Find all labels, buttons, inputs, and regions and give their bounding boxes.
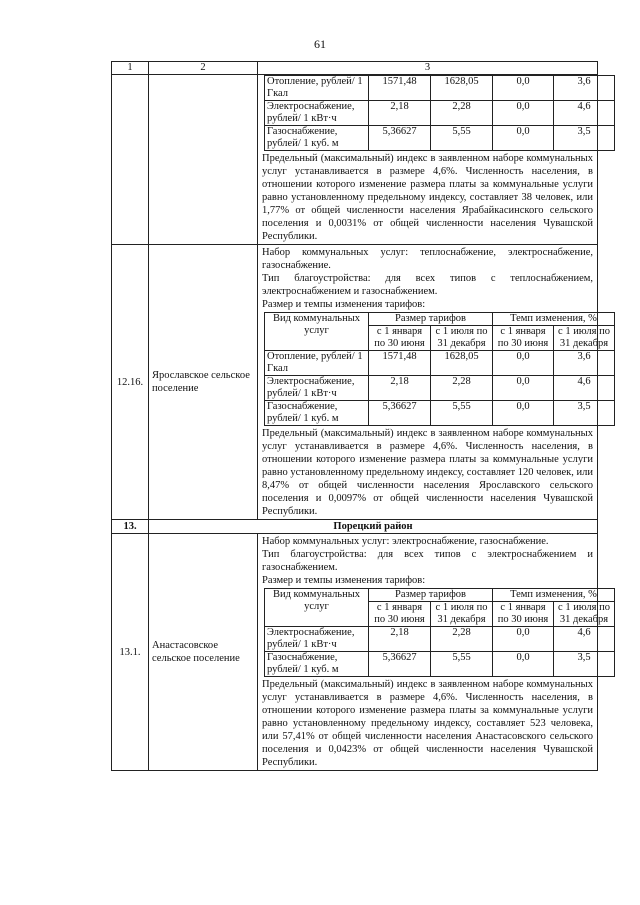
rate-h2: 4,6: [554, 101, 615, 126]
yaroslavskoe-tariff-table: [264, 312, 615, 426]
tariff-h2: 2,28: [431, 101, 493, 126]
tariff-h2: 5,55: [431, 401, 493, 426]
rate-h2: 3,5: [554, 401, 615, 426]
table-row: [265, 76, 615, 101]
tariff-h1: 2,18: [369, 376, 431, 401]
tariff-h2: 5,55: [431, 652, 493, 677]
index-note: Предельный (максимальный) индекс в заявленном наборе коммунальных услуг устанавливается в размере 4,6%. Численность населения, в отношении которого изменение размера платы за коммунальные услуги равно установленному предельному индексу, составляет 38 человек, или 1,77% от общей численности населения Ярабайкасинского сельского поселения и 0,0031% от общей численности населения Чувашской Республики.: [262, 153, 593, 242]
anastasovskoe-tariff-table: [264, 588, 615, 677]
table-row: [265, 401, 615, 426]
settlement-name: Ярославское сельское поселение: [149, 245, 258, 520]
th-period-1: с 1 января по 30 июня: [493, 602, 554, 627]
tariff-h2: 1628,05: [431, 351, 493, 376]
settlement-name: Анастасовское сельское поселение: [149, 534, 258, 771]
rate-h2: 3,5: [554, 652, 615, 677]
table-row: [265, 351, 615, 376]
header-col-1: 1: [112, 62, 149, 75]
th-period-1: с 1 января по 30 июня: [369, 602, 431, 627]
settlement-row-anastasovskoe: [112, 534, 598, 771]
tariff-h1: 2,18: [369, 627, 431, 652]
tariff-table: [111, 61, 610, 771]
rate-h2: 4,6: [554, 376, 615, 401]
header-row: [112, 62, 598, 75]
service-name: Газоснабжение, рублей/ 1 куб. м: [265, 401, 369, 426]
th-size: Размер тарифов: [369, 313, 493, 326]
service-name: Отопление, рублей/ 1 Гкал: [265, 351, 369, 376]
tariff-h1: 5,36627: [369, 401, 431, 426]
tariff-title: Размер и темпы изменения тарифов:: [262, 299, 426, 310]
service-name: Отопление, рублей/ 1 Гкал: [265, 76, 369, 101]
service-name: Газоснабжение, рублей/ 1 куб. м: [265, 652, 369, 677]
tariff-title: Размер и темпы изменения тарифов:: [262, 575, 426, 586]
th-period-1: с 1 января по 30 июня: [493, 326, 554, 351]
rate-h1: 0,0: [493, 401, 554, 426]
th-rate: Темп изменения, %: [493, 313, 615, 326]
page-number: 61: [314, 37, 326, 51]
th-period-2: с 1 июля по 31 декабря: [554, 602, 615, 627]
continuation-row: [112, 75, 598, 245]
services-set: Набор коммунальных услуг: теплоснабжение, электроснабжение, газоснабжение.: [262, 247, 593, 271]
continuation-tariff-table: [264, 75, 615, 151]
table-row: [265, 126, 615, 151]
section-number: 13.: [112, 520, 149, 534]
th-rate: Темп изменения, %: [493, 589, 615, 602]
tariff-h2: 2,28: [431, 627, 493, 652]
tariff-h2: 5,55: [431, 126, 493, 151]
section-title: Порецкий район: [149, 520, 598, 534]
th-kind: Вид коммунальных услуг: [265, 313, 369, 351]
services-set: Набор коммунальных услуг: электроснабжение, газоснабжение.: [262, 536, 549, 547]
tariff-h1: 2,18: [369, 101, 431, 126]
tariff-h1: 5,36627: [369, 652, 431, 677]
tariff-h1: 5,36627: [369, 126, 431, 151]
row-number: 12.16.: [112, 245, 149, 520]
rate-h2: 4,6: [554, 627, 615, 652]
tariff-h2: 1628,05: [431, 76, 493, 101]
th-period-2: с 1 июля по 31 декабря: [554, 326, 615, 351]
service-name: Электроснабжение, рублей/ 1 кВт·ч: [265, 101, 369, 126]
th-period-2: с 1 июля по 31 декабря: [431, 326, 493, 351]
rate-h1: 0,0: [493, 101, 554, 126]
rate-h1: 0,0: [493, 126, 554, 151]
th-size: Размер тарифов: [369, 589, 493, 602]
table-row: [265, 627, 615, 652]
service-name: Электроснабжение, рублей/ 1 кВт·ч: [265, 627, 369, 652]
row-number: 13.1.: [112, 534, 149, 771]
header-col-3: 3: [258, 62, 598, 75]
tariff-h1: 1571,48: [369, 351, 431, 376]
table-row: [265, 652, 615, 677]
rate-h1: 0,0: [493, 76, 554, 101]
table-row: [265, 376, 615, 401]
index-note: Предельный (максимальный) индекс в заявленном наборе коммунальных услуг устанавливается в размере 4,6%. Численность населения, в отношении которого изменение размера платы за коммунальные услуги равно установленному предельному индексу, составляет 120 человек, или 8,47% от общей численности населения Ярославского сельского поселения и 0,0097% от общей численности населения Чувашской Республики.: [262, 428, 593, 517]
tariff-h2: 2,28: [431, 376, 493, 401]
service-name: Газоснабжение, рублей/ 1 куб. м: [265, 126, 369, 151]
rate-h2: 3,6: [554, 76, 615, 101]
service-name: Электроснабжение, рублей/ 1 кВт·ч: [265, 376, 369, 401]
table-row: [265, 101, 615, 126]
rate-h2: 3,5: [554, 126, 615, 151]
section-row: [112, 520, 598, 534]
th-kind: Вид коммунальных услуг: [265, 589, 369, 627]
amenity-type: Тип благоустройства: для всех типов с электроснабжением и газоснабжением.: [262, 549, 593, 573]
index-note: Предельный (максимальный) индекс в заявленном наборе коммунальных услуг устанавливается в размере 4,6%. Численность населения, в отношении которого изменение размера платы за коммунальные услуги равно установленному предельному индексу, составляет 523 человека, или 57,41% от общей численности населения Анастасовского сельского поселения и 0,0423% от общей численности населения Чувашской Республики.: [262, 679, 593, 768]
rate-h2: 3,6: [554, 351, 615, 376]
rate-h1: 0,0: [493, 652, 554, 677]
rate-h1: 0,0: [493, 627, 554, 652]
tariff-h1: 1571,48: [369, 76, 431, 101]
rate-h1: 0,0: [493, 351, 554, 376]
amenity-type: Тип благоустройства: для всех типов с теплоснабжением, электроснабжением и газоснабжением.: [262, 273, 593, 297]
rate-h1: 0,0: [493, 376, 554, 401]
th-period-1: с 1 января по 30 июня: [369, 326, 431, 351]
header-col-2: 2: [149, 62, 258, 75]
settlement-row-yaroslavskoe: [112, 245, 598, 520]
th-period-2: с 1 июля по 31 декабря: [431, 602, 493, 627]
